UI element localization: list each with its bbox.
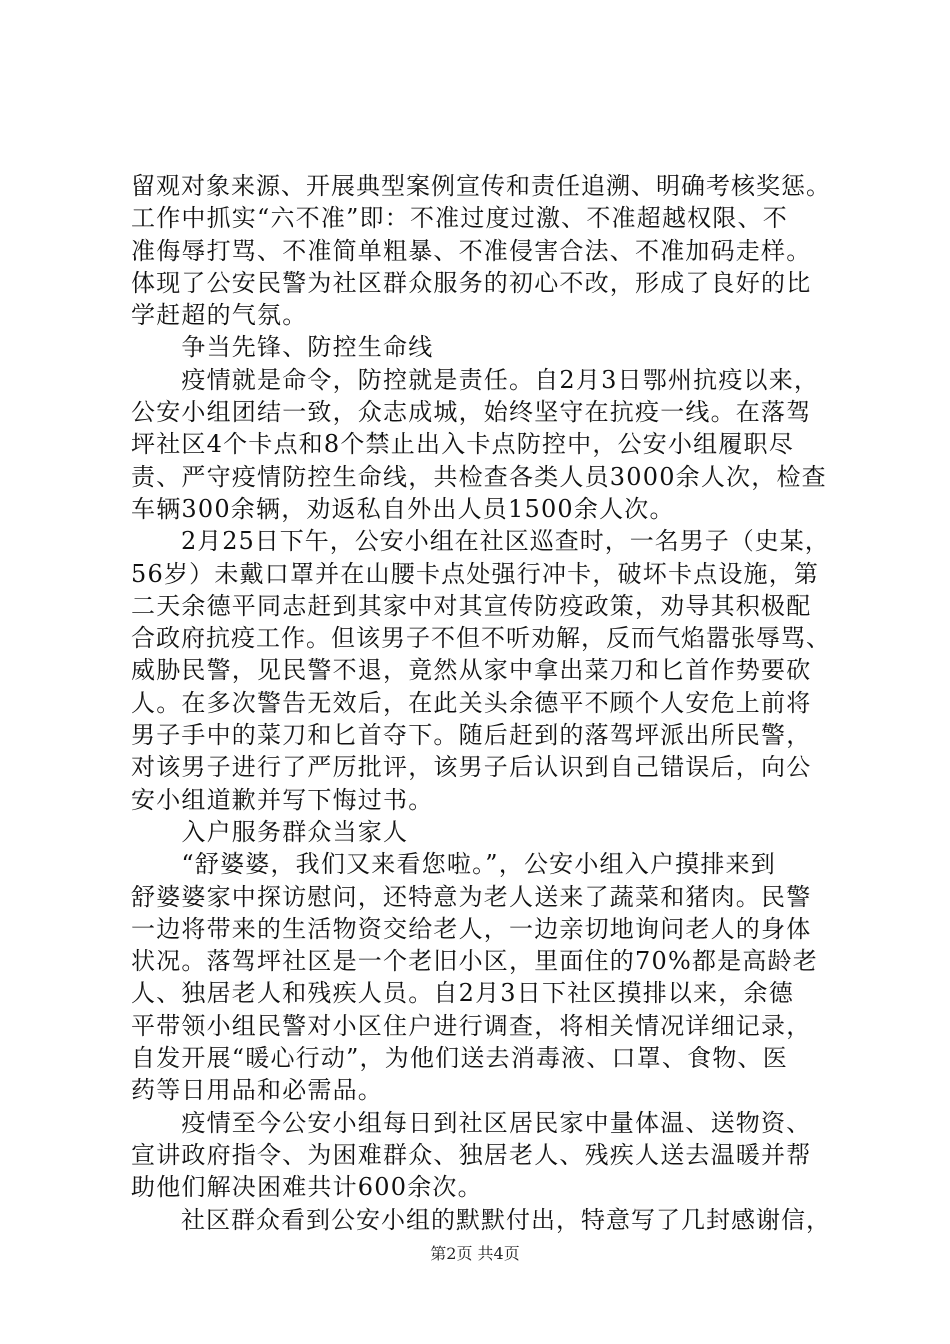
text-line: 疫情至今公安小组每日到社区居民家中量体温、送物资、 xyxy=(131,1108,812,1137)
text-line: 对该男子进行了严厉批评，该男子后认识到自己错误后，向公 xyxy=(131,753,812,782)
text-line: 公安小组团结一致，众志成城，始终坚守在抗疫一线。在落驾 xyxy=(131,398,812,427)
text-line: 坪社区4个卡点和8个禁止出入卡点防控中，公安小组履职尽 xyxy=(131,430,794,459)
page-footer: 第2页 共4页 xyxy=(430,1244,520,1263)
text-line: 车辆300余辆，劝返私自外出人员1500余人次。 xyxy=(131,494,675,523)
text-line: “舒婆婆，我们又来看您啦。”，公安小组入户摸排来到 xyxy=(131,850,776,879)
text-line: 准侮辱打骂、不准简单粗暴、不准侵害合法、不准加码走样。 xyxy=(131,236,812,265)
text-line: 平带领小组民警对小区住户进行调查，将相关情况详细记录， xyxy=(131,1011,812,1040)
text-line: 体现了公安民警为社区群众服务的初心不改，形成了良好的比 xyxy=(131,268,812,297)
text-line: 责、严守疫情防控生命线，共检查各类人员3000余人次，检查 xyxy=(131,462,827,491)
text-line: 2月25日下午，公安小组在社区巡查时，一名男子（史某， xyxy=(131,527,830,556)
text-line: 助他们解决困难共计600余次。 xyxy=(131,1173,483,1202)
text-line: 争当先锋、防控生命线 xyxy=(131,333,434,362)
text-line: 二天余德平同志赶到其家中对其宣传防疫政策，劝导其积极配 xyxy=(131,591,812,620)
text-line: 56岁）未戴口罩并在山腰卡点处强行冲卡，破坏卡点设施，第 xyxy=(131,559,820,588)
text-line: 威胁民警，见民警不退，竟然从家中拿出菜刀和匕首作势要砍 xyxy=(131,656,812,685)
text-line: 合政府抗疫工作。但该男子不但不听劝解，反而气焰嚣张辱骂、 xyxy=(131,624,831,653)
text-line: 工作中抓实“六不准”即：不准过度过激、不准超越权限、不 xyxy=(131,204,788,233)
text-line: 自发开展“暖心行动”，为他们送去消毒液、口罩、食物、医 xyxy=(131,1044,788,1073)
document-body xyxy=(131,170,831,1236)
text-line: 学赶超的气氛。 xyxy=(131,301,308,330)
text-line: 留观对象来源、开展典型案例宣传和责任追溯、明确考核奖惩。 xyxy=(131,172,831,200)
text-line: 宣讲政府指令、为困难群众、独居老人、残疾人送去温暖并帮 xyxy=(131,1140,812,1169)
text-line: 一边将带来的生活物资交给老人，一边亲切地询问老人的身体 xyxy=(131,914,812,943)
text-line: 人。在多次警告无效后，在此关头余德平不顾个人安危上前将 xyxy=(131,688,812,717)
text-line: 舒婆婆家中探访慰问，还特意为老人送来了蔬菜和猪肉。民警 xyxy=(131,882,812,911)
text-line: 入户服务群众当家人 xyxy=(131,817,409,846)
text-line: 男子手中的菜刀和匕首夺下。随后赶到的落驾坪派出所民警， xyxy=(131,721,812,750)
text-line: 状况。落驾坪社区是一个老旧小区，里面住的70%都是高龄老 xyxy=(131,947,818,976)
text-line: 社区群众看到公安小组的默默付出，特意写了几封感谢信， xyxy=(131,1205,831,1234)
text-line: 安小组道歉并写下悔过书。 xyxy=(131,785,434,814)
text-line: 疫情就是命令，防控就是责任。自2月3日鄂州抗疫以来， xyxy=(131,365,820,394)
text-line: 药等日用品和必需品。 xyxy=(131,1076,383,1105)
text-line: 人、独居老人和残疾人员。自2月3日下社区摸排以来，余德 xyxy=(131,979,794,1008)
